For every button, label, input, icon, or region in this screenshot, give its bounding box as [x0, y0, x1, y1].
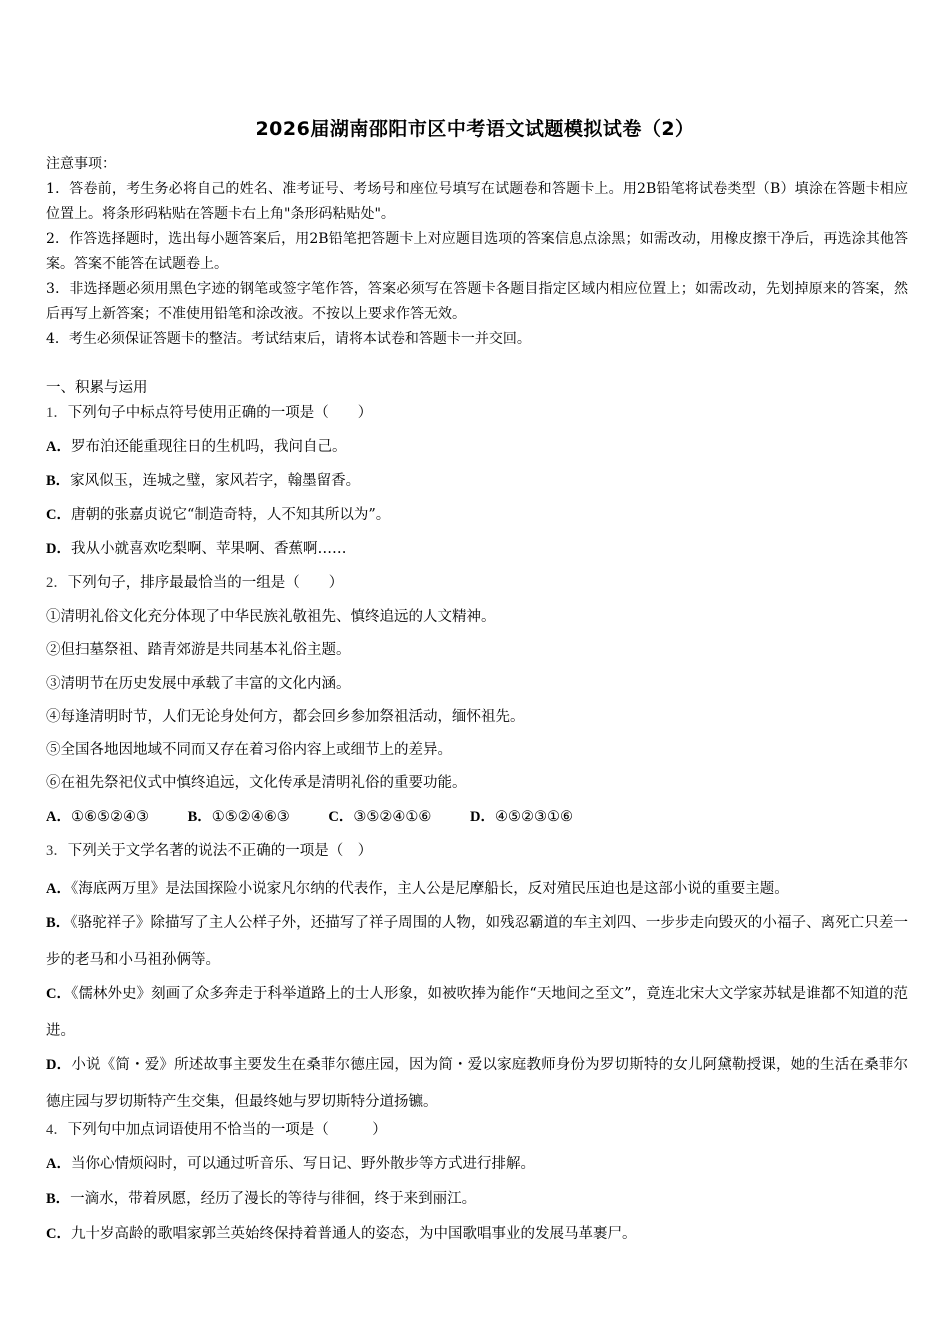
option-letter: B．	[46, 915, 71, 931]
question-4-stem	[46, 1118, 387, 1139]
question-3-stem	[46, 839, 372, 860]
question-number: 1．	[46, 405, 68, 421]
q3-option-a	[46, 872, 908, 906]
question-number: 4．	[46, 1122, 68, 1138]
option-text: ④⑤②③①⑥	[494, 809, 573, 825]
exam-title: 2026届湖南邵阳市区中考语文试题模拟试卷（2）	[255, 118, 695, 140]
option-text: 我从小就喜欢吃梨啊、苹果啊、香蕉啊……	[70, 541, 347, 557]
option-letter: C．	[46, 986, 72, 1002]
notice-item: 3．非选择题必须用黑色字迹的钢笔或签字笔作答，答案必须写在答题卡各题目指定区域内相应位置上；如需改动，先划掉原来的答案，然后再写上新答案；不准使用铅笔和涂改液。不按以上要求作答无效。	[46, 281, 908, 322]
question-2-stem	[46, 571, 343, 592]
option-letter: D．	[46, 1057, 72, 1073]
option-text: 罗布泊还能重现往日的生机吗，我问自己。	[70, 439, 347, 455]
option-text: ③⑤②④①⑥	[353, 809, 432, 825]
q3-option-c	[46, 976, 908, 1050]
option-letter: B．	[46, 473, 71, 489]
q4-option-b	[46, 1187, 476, 1208]
notice-item: 4．考生必须保证答题卡的整洁。考试结束后，请将本试卷和答题卡一并交回。	[46, 331, 531, 347]
option-text: 当你心情烦闷时，可以通过听音乐、写日记、野外散步等方式进行排解。	[70, 1156, 535, 1172]
option-text: 家风似玉，连城之璧，家风若字，翰墨留香。	[70, 473, 361, 489]
option-letter: D．	[46, 541, 71, 557]
option-text: 《骆驼祥子》除描写了主人公样子外，还描写了祥子周围的人物，如残忍霸道的车主刘四、一步步走向毁灭的小福子、离死亡只差一步的老马和小马祖孙俩等。	[46, 915, 908, 968]
option-text: ①⑤②④⑥③	[211, 809, 290, 825]
option-text: 《海底两万里》是法国探险小说家凡尔纳的代表作，主人公是尼摩船长，反对殖民压迫也是这部小说的重要主题。	[70, 881, 789, 897]
notice-item: 1．答卷前，考生务必将自己的姓名、准考证号、考场号和座位号填写在试题卷和答题卡上。用2B铅笔将试卷类型（B）填涂在答题卡相应位置上。将条形码粘贴在答题卡右上角"条形码粘贴处"。	[46, 181, 908, 222]
option-text: 《儒林外史》刻画了众多奔走于科举道路上的士人形象，如被吹捧为能作“天地间之至文”，竟连北宋大文学家苏轼是谁都不知道的范进。	[46, 986, 908, 1039]
q4-option-c	[46, 1222, 636, 1243]
option-text: 唐朝的张嘉贞说它“制造奇特，人不知其所以为”。	[70, 507, 391, 523]
option-text: 小说《简・爱》所述故事主要发生在桑菲尔德庄园，因为简・爱以家庭教师身份为罗切斯特的女儿阿黛勒授课，她的生活在桑菲尔德庄园与罗切斯特产生交集，但最终她与罗切斯特分道扬镳。	[46, 1057, 908, 1110]
option-letter: A．	[46, 809, 71, 825]
q2-sentence-1: ①清明礼俗文化充分体现了中华民族礼敬祖先、慎终追远的人文精神。	[46, 609, 496, 625]
section-heading: 一、积累与运用	[46, 380, 148, 396]
option-text: 一滴水，带着夙愿，经历了漫长的等待与徘徊，终于来到丽江。	[70, 1191, 477, 1207]
notice-section	[46, 152, 908, 352]
notice-heading: 注意事项：	[46, 156, 116, 172]
question-number: 3．	[46, 843, 68, 859]
question-1-stem	[46, 401, 372, 422]
q2-sentence-4: ④每逢清明时节，人们无论身处何方，都会回乡参加祭祖活动，缅怀祖先。	[46, 709, 525, 725]
option-letter: B．	[46, 1191, 71, 1207]
option-letter: A．	[46, 439, 71, 455]
option-text: 九十岁高龄的歌唱家郭兰英始终保持着普通人的姿态，为中国歌唱事业的发展马革裹尸。	[70, 1226, 637, 1242]
q3-option-b	[46, 905, 908, 979]
q1-option-b	[46, 469, 360, 490]
option-letter: D．	[469, 809, 495, 825]
q2-sentence-6: ⑥在祖先祭祀仪式中慎终追远，文化传承是清明礼俗的重要功能。	[46, 775, 467, 791]
question-text: 下列句中加点词语使用不恰当的一项是（ ）	[67, 1122, 387, 1138]
notice-item: 2．作答选择题时，选出每小题答案后，用2B铅笔把答题卡上对应题目选项的答案信息点涂黑；如需改动，用橡皮擦干净后，再选涂其他答案。答案不能答在试题卷上。	[46, 231, 908, 272]
option-text: ①⑥⑤②④③	[70, 809, 149, 825]
q1-option-c	[46, 503, 390, 524]
question-text: 下列句子，排序最最恰当的一组是（ ）	[67, 575, 344, 591]
question-text: 下列句子中标点符号使用正确的一项是（ ）	[67, 405, 373, 421]
q1-option-a	[46, 435, 346, 456]
q2-sentence-5: ⑤全国各地因地域不同而又存在着习俗内容上或细节上的差异。	[46, 742, 452, 758]
option-letter: C．	[46, 507, 71, 523]
option-letter: B．	[187, 809, 212, 825]
question-number: 2．	[46, 575, 68, 591]
q2-sentence-3: ③清明节在历史发展中承载了丰富的文化内涵。	[46, 676, 351, 692]
option-letter: C．	[46, 1226, 71, 1242]
question-text: 下列关于文学名著的说法不正确的一项是（ ）	[67, 843, 373, 859]
q3-option-d	[46, 1047, 908, 1121]
q4-option-a	[46, 1152, 535, 1173]
option-letter: A．	[46, 1156, 71, 1172]
q1-option-d	[46, 537, 346, 558]
option-letter: A．	[46, 881, 71, 897]
q2-sentence-2: ②但扫墓祭祖、踏青郊游是共同基本礼俗主题。	[46, 642, 351, 658]
option-letter: C．	[328, 809, 354, 825]
q2-options	[46, 805, 573, 826]
